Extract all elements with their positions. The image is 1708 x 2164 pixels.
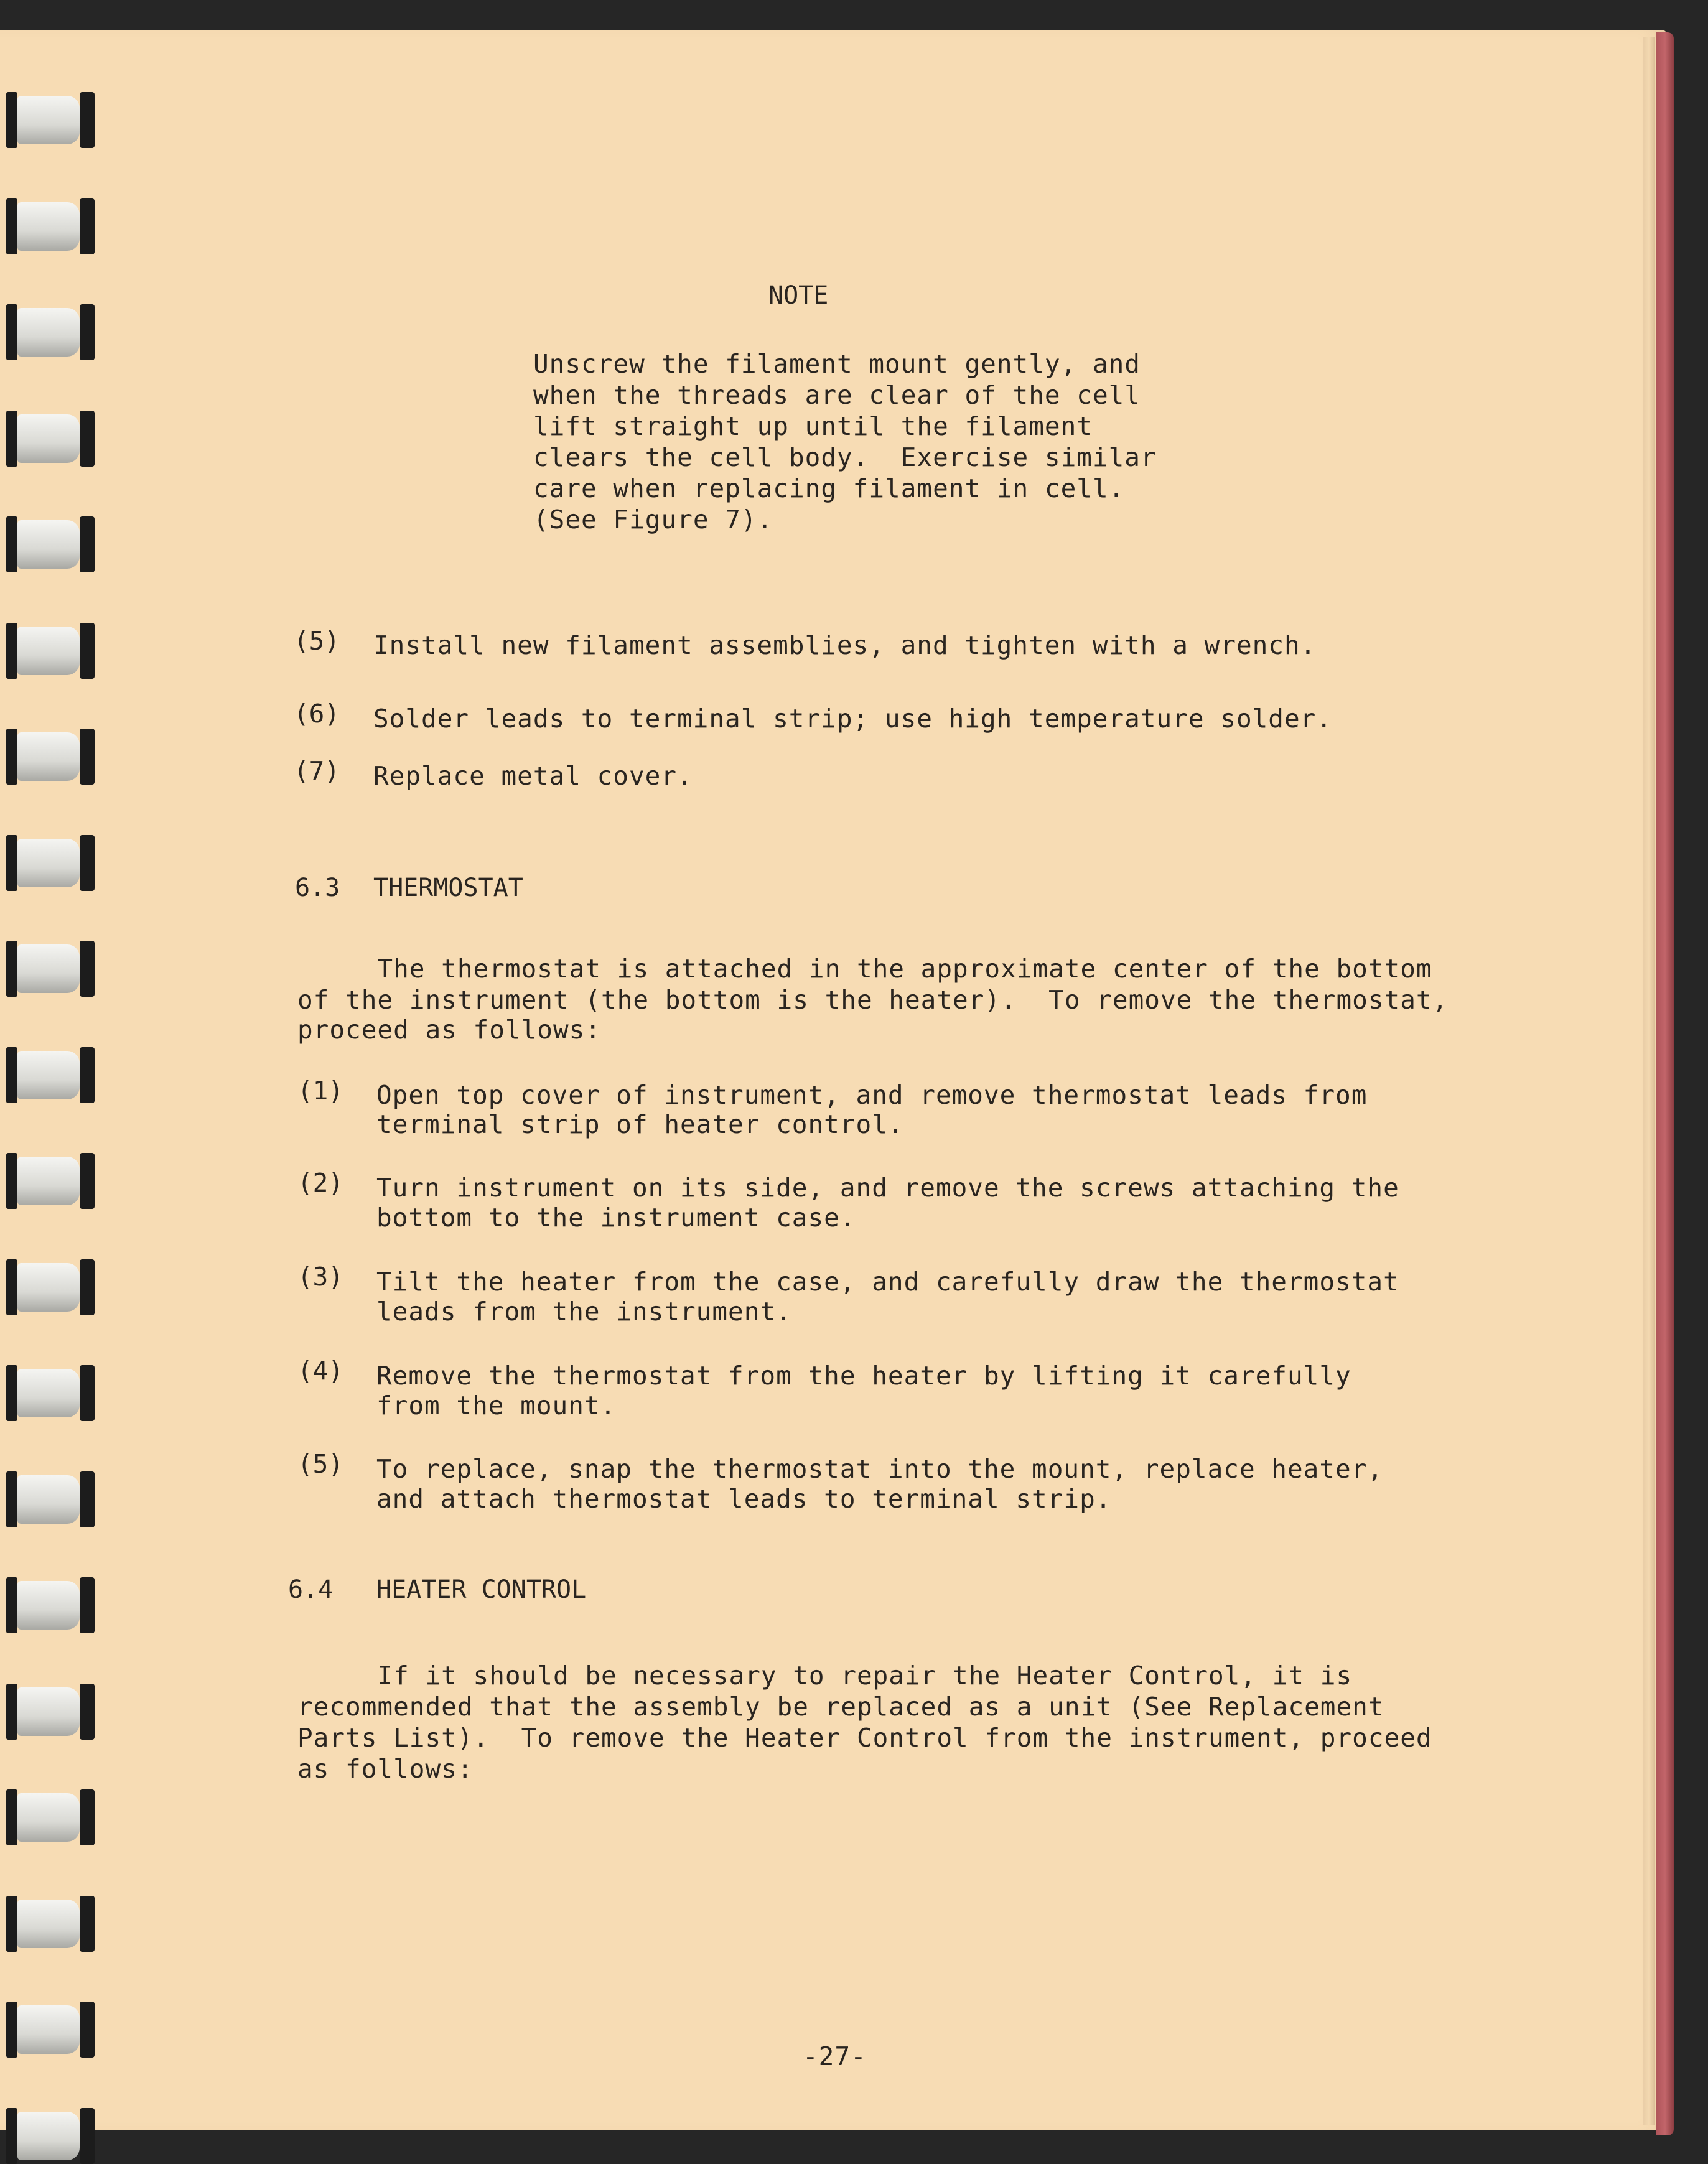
binding-ring — [6, 1365, 87, 1421]
ring-band — [17, 2005, 80, 2054]
ring-post — [6, 941, 17, 997]
step-number: (5) — [297, 1449, 344, 1479]
ring-post — [6, 92, 17, 148]
binding-ring — [6, 835, 87, 891]
ring-band — [17, 202, 80, 251]
step-text: Turn instrument on its side, and remove the screws attaching the — [376, 1173, 1399, 1203]
ring-post — [6, 1047, 17, 1103]
ring-post — [6, 198, 17, 254]
note-line: clears the cell body. Exercise similar — [533, 442, 1157, 472]
binding-ring — [6, 1896, 87, 1952]
binding-ring — [6, 1577, 87, 1633]
step-number: (7) — [294, 756, 340, 786]
step-text: Install new filament assemblies, and tighten with a wrench. — [373, 630, 1317, 660]
ring-post — [80, 1471, 95, 1527]
step-number: (1) — [297, 1076, 344, 1106]
ring-band — [17, 308, 80, 357]
paragraph-line: proceed as follows: — [297, 1015, 601, 1045]
step-text: leads from the instrument. — [376, 1297, 792, 1327]
paragraph-line: recommended that the assembly be replaced as a unit (See Replacement — [297, 1692, 1384, 1722]
step-text: and attach thermostat leads to terminal strip. — [376, 1484, 1112, 1514]
ring-band — [17, 1051, 80, 1099]
binding-ring — [6, 1153, 87, 1209]
note-line: (See Figure 7). — [533, 505, 773, 534]
section-title: HEATER CONTROL — [376, 1575, 587, 1604]
ring-post — [6, 2108, 17, 2164]
ring-post — [80, 1789, 95, 1845]
ring-band — [17, 732, 80, 781]
ring-post — [6, 1577, 17, 1633]
paragraph-line: If it should be necessary to repair the Heater Control, it is — [297, 1661, 1353, 1691]
ring-post — [80, 1684, 95, 1740]
paragraph-line: of the instrument (the bottom is the heater). To remove the thermostat, — [297, 985, 1449, 1015]
ring-band — [17, 1687, 80, 1736]
ring-post — [6, 1684, 17, 1740]
binding-ring — [6, 198, 87, 254]
step-text: bottom to the instrument case. — [376, 1203, 856, 1233]
binding-ring — [6, 411, 87, 467]
ring-post — [6, 2002, 17, 2058]
ring-post — [80, 92, 95, 148]
step-number: (3) — [297, 1262, 344, 1292]
ring-post — [80, 198, 95, 254]
binding-ring — [6, 2108, 87, 2164]
binding-ring — [6, 1684, 87, 1740]
ring-post — [6, 1471, 17, 1527]
ring-post — [80, 1896, 95, 1952]
ring-band — [17, 96, 80, 144]
ring-post — [6, 729, 17, 785]
step-text: To replace, snap the thermostat into the mount, replace heater, — [376, 1454, 1384, 1484]
step-text: from the mount. — [376, 1391, 617, 1420]
ring-post — [80, 304, 95, 360]
note-title: NOTE — [768, 281, 829, 310]
page-number: -27- — [803, 2041, 867, 2071]
ring-post — [80, 1259, 95, 1315]
ring-band — [17, 1263, 80, 1312]
ring-post — [6, 1365, 17, 1421]
binding-ring — [6, 1471, 87, 1527]
ring-post — [80, 411, 95, 467]
ring-post — [6, 623, 17, 679]
ring-band — [17, 1793, 80, 1842]
binding-ring — [6, 304, 87, 360]
ring-post — [80, 1153, 95, 1209]
step-text: Tilt the heater from the case, and carefully draw the thermostat — [376, 1267, 1399, 1297]
binding-ring — [6, 941, 87, 997]
binding-ring — [6, 2002, 87, 2058]
step-number: (4) — [297, 1356, 344, 1386]
ring-post — [6, 1259, 17, 1315]
paragraph-line: Parts List). To remove the Heater Control from the instrument, proceed — [297, 1723, 1432, 1753]
ring-post — [6, 516, 17, 572]
ring-band — [17, 839, 80, 887]
ring-post — [80, 2108, 95, 2164]
step-text: Solder leads to terminal strip; use high temperature solder. — [373, 704, 1333, 734]
binding-ring — [6, 1789, 87, 1845]
ring-post — [80, 941, 95, 997]
ring-post — [6, 304, 17, 360]
step-text: Remove the thermostat from the heater by lifting it carefully — [376, 1361, 1351, 1391]
ring-post — [80, 1365, 95, 1421]
section-title: THERMOSTAT — [373, 874, 523, 902]
binding-ring — [6, 516, 87, 572]
ring-band — [17, 1900, 80, 1948]
ring-post — [6, 835, 17, 891]
note-line: when the threads are clear of the cell — [533, 380, 1141, 410]
ring-post — [80, 835, 95, 891]
ring-post — [80, 729, 95, 785]
binding-ring — [6, 623, 87, 679]
ring-band — [17, 1581, 80, 1630]
binding-ring — [6, 729, 87, 785]
note-line: care when replacing filament in cell. — [533, 473, 1125, 503]
ring-post — [80, 1047, 95, 1103]
ring-band — [17, 2112, 80, 2160]
step-number: (2) — [297, 1168, 344, 1198]
ring-band — [17, 1475, 80, 1524]
step-text: Open top cover of instrument, and remove thermostat leads from — [376, 1080, 1368, 1110]
section-number: 6.4 — [288, 1575, 334, 1604]
ring-post — [6, 1789, 17, 1845]
ring-post — [80, 1577, 95, 1633]
ring-post — [80, 2002, 95, 2058]
ring-post — [80, 516, 95, 572]
binding-ring — [6, 1047, 87, 1103]
page-stack-edge — [1643, 37, 1655, 2125]
binding-ring — [6, 92, 87, 148]
ring-band — [17, 944, 80, 993]
step-number: (5) — [294, 626, 340, 656]
ring-band — [17, 627, 80, 675]
paragraph-line: as follows: — [297, 1754, 474, 1784]
binder-cover-edge — [1656, 32, 1674, 2135]
ring-post — [6, 411, 17, 467]
step-number: (6) — [294, 699, 340, 729]
step-text: terminal strip of heater control. — [376, 1109, 904, 1139]
note-line: Unscrew the filament mount gently, and — [533, 349, 1141, 379]
ring-band — [17, 1157, 80, 1205]
ring-post — [80, 623, 95, 679]
ring-band — [17, 1369, 80, 1417]
step-text: Replace metal cover. — [373, 761, 693, 791]
paragraph-line: The thermostat is attached in the approximate center of the bottom — [297, 954, 1432, 984]
ring-post — [6, 1896, 17, 1952]
ring-band — [17, 520, 80, 569]
ring-post — [6, 1153, 17, 1209]
note-line: lift straight up until the filament — [533, 411, 1093, 441]
binding-ring — [6, 1259, 87, 1315]
section-number: 6.3 — [295, 874, 340, 902]
ring-band — [17, 414, 80, 463]
